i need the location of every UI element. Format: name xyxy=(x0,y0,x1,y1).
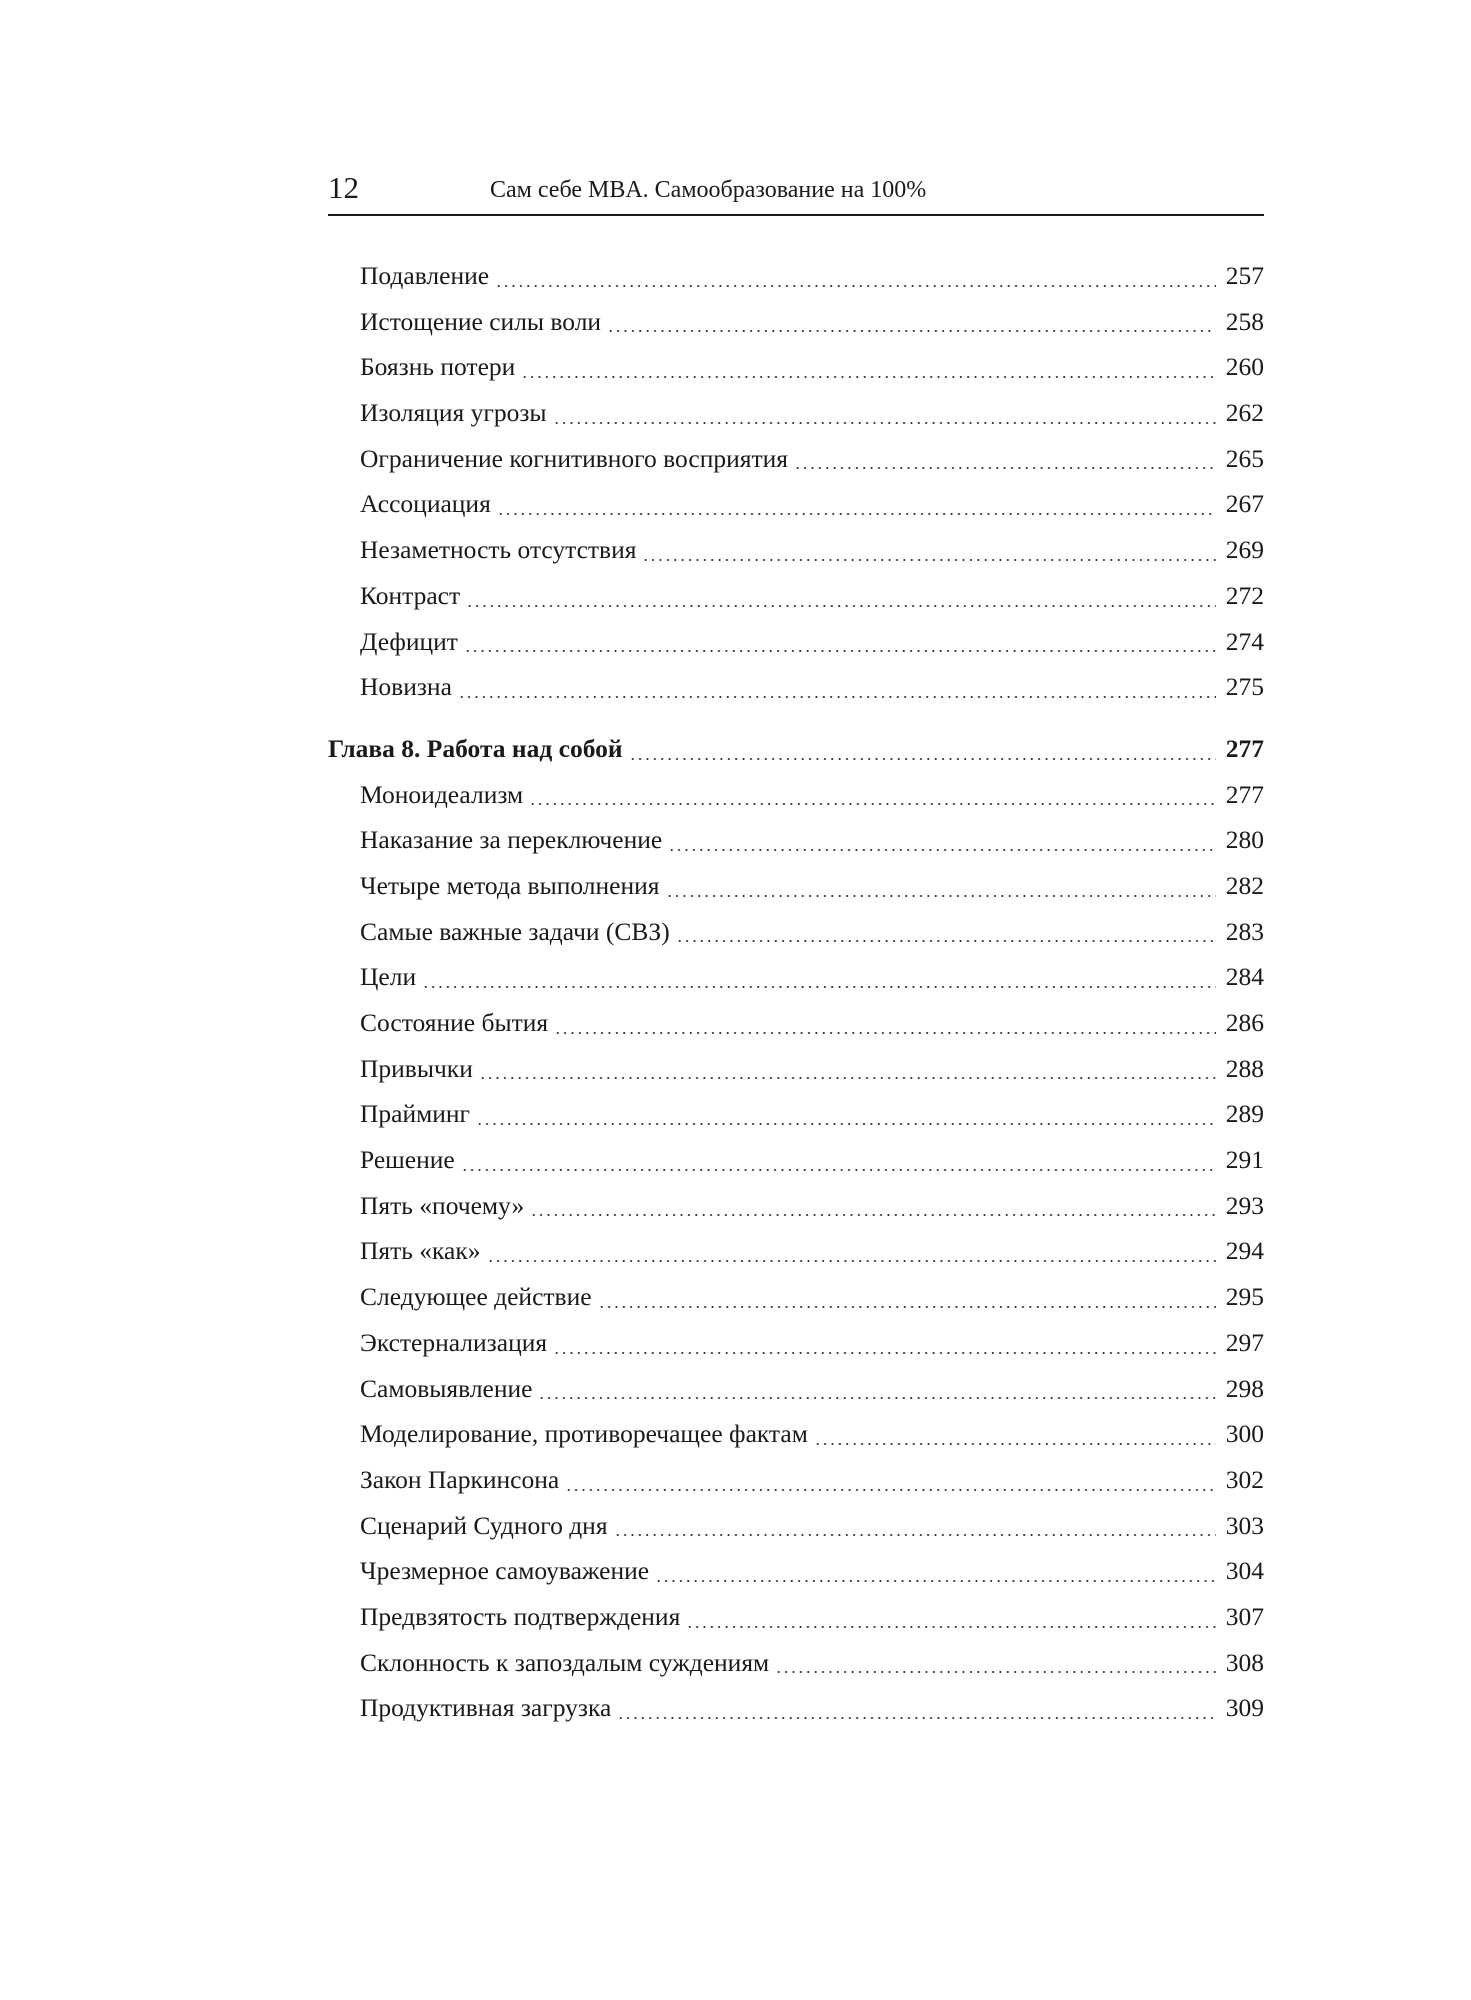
toc-entry-page: 277 xyxy=(1225,779,1264,809)
toc-entry xyxy=(328,1366,1264,1412)
dot-leader xyxy=(479,1046,1216,1092)
toc-entry-title: Моноидеализм xyxy=(360,779,524,809)
toc-entry xyxy=(328,1091,1264,1137)
toc-entry-title: Чрезмерное самоуважение xyxy=(360,1556,650,1586)
toc-entry-page: 309 xyxy=(1225,1693,1264,1723)
toc-entry-page: 282 xyxy=(1225,870,1264,900)
toc-entry xyxy=(328,344,1264,390)
toc-entry-title: Моделирование, противоречащее фактам xyxy=(360,1419,808,1449)
toc-entry-page: 298 xyxy=(1225,1373,1264,1403)
dot-leader xyxy=(464,619,1216,665)
toc-entry-title: Склонность к запоздалым суждениям xyxy=(360,1647,770,1677)
toc-entry-title: Пять «как» xyxy=(360,1236,481,1266)
toc-entry-page: 300 xyxy=(1225,1419,1264,1449)
toc-entry-title: Подавление xyxy=(360,261,490,290)
toc-entry xyxy=(328,1274,1264,1320)
toc-entry xyxy=(328,436,1264,482)
toc-entry-title: Предвзятость подтверждения xyxy=(360,1601,681,1631)
toc-entry xyxy=(328,1503,1264,1549)
dot-leader xyxy=(666,863,1216,909)
toc-entry-page: 262 xyxy=(1225,398,1264,428)
toc-entry-page: 272 xyxy=(1225,580,1264,610)
dot-leader xyxy=(553,390,1216,436)
toc-entry xyxy=(328,817,1264,863)
dot-leader xyxy=(497,481,1216,527)
toc-entry-title: Ассоциация xyxy=(360,489,491,519)
dot-leader xyxy=(686,1594,1216,1640)
dot-leader xyxy=(794,436,1216,482)
dot-leader xyxy=(530,1183,1216,1229)
toc-entry xyxy=(328,1046,1264,1092)
toc-entry-title: Дефицит xyxy=(360,626,458,656)
toc-entry xyxy=(328,664,1264,710)
toc-entry xyxy=(328,253,1264,299)
dot-leader xyxy=(495,253,1216,299)
toc-entry-page: 274 xyxy=(1225,626,1264,656)
toc-entry xyxy=(328,772,1264,818)
toc-entry-page: 265 xyxy=(1225,443,1264,473)
toc-entry-title: Экстернализация xyxy=(360,1327,548,1357)
dot-leader xyxy=(529,772,1216,818)
toc-entry-page: 293 xyxy=(1225,1190,1264,1220)
toc-entry-page: 275 xyxy=(1225,672,1264,702)
toc-entry-title: Привычки xyxy=(360,1053,473,1083)
dot-leader xyxy=(676,909,1216,955)
dot-leader xyxy=(487,1228,1216,1274)
toc-entry xyxy=(328,1000,1264,1046)
toc-entry-title: Глава 8. Работа над собой xyxy=(328,733,623,763)
toc-entry-page: 288 xyxy=(1225,1053,1264,1083)
toc-entry-title: Наказание за переключение xyxy=(360,825,663,855)
toc-entry-title: Продуктивная загрузка xyxy=(360,1693,612,1723)
toc-entry xyxy=(328,481,1264,527)
toc-entry-title: Четыре метода выполнения xyxy=(360,870,660,900)
toc-entry xyxy=(328,1594,1264,1640)
dot-leader xyxy=(476,1091,1216,1137)
toc-entry xyxy=(328,909,1264,955)
toc-entry xyxy=(328,1228,1264,1274)
dot-leader xyxy=(466,573,1216,619)
toc-entry-title: Новизна xyxy=(360,672,452,702)
toc-chapter-entry xyxy=(328,726,1264,772)
toc-entry-page: 295 xyxy=(1225,1282,1264,1312)
toc-entry-page: 280 xyxy=(1225,825,1264,855)
dot-leader xyxy=(422,954,1216,1000)
toc-entry-title: Цели xyxy=(360,962,417,992)
toc-entry-title: Решение xyxy=(360,1145,455,1175)
toc-entry xyxy=(328,1137,1264,1183)
toc-entry-title: Ограничение когнитивного восприятия xyxy=(360,443,788,473)
toc-entry-title: Истощение силы воли xyxy=(360,306,602,336)
toc-entry-title: Боязнь потери xyxy=(360,352,516,382)
toc-entry xyxy=(328,1457,1264,1503)
toc-entry-title: Контраст xyxy=(360,580,461,610)
dot-leader xyxy=(598,1274,1216,1320)
toc-entry-page: 294 xyxy=(1225,1236,1264,1266)
toc-entry-title: Пять «почему» xyxy=(360,1190,525,1220)
dot-leader xyxy=(629,726,1216,772)
toc-entry xyxy=(328,619,1264,665)
toc-entry-title: Изоляция угрозы xyxy=(360,398,547,428)
toc-entry-page: 303 xyxy=(1225,1510,1264,1540)
toc-entry-page: 257 xyxy=(1225,261,1264,290)
toc-entry xyxy=(328,1411,1264,1457)
dot-leader xyxy=(642,527,1216,573)
toc-entry-title: Прайминг xyxy=(360,1099,471,1129)
dot-leader xyxy=(521,344,1216,390)
toc-entry xyxy=(328,954,1264,1000)
running-title: Сам себе MBA. Самообразование на 100% xyxy=(490,177,927,203)
toc-entry-page: 258 xyxy=(1225,306,1264,336)
toc-entry-page: 283 xyxy=(1225,916,1264,946)
toc-entry xyxy=(328,299,1264,345)
toc-entry-page: 277 xyxy=(1225,733,1264,763)
toc-entry-page: 284 xyxy=(1225,962,1264,992)
dot-leader xyxy=(458,664,1216,710)
toc-entry xyxy=(328,863,1264,909)
toc-entry xyxy=(328,1548,1264,1594)
toc-entry-title: Состояние бытия xyxy=(360,1008,549,1037)
toc-entry-page: 308 xyxy=(1225,1647,1264,1677)
dot-leader xyxy=(461,1137,1216,1183)
dot-leader xyxy=(565,1457,1216,1503)
toc-entry-page: 307 xyxy=(1225,1601,1264,1631)
toc-entry-title: Самовыявление xyxy=(360,1373,533,1403)
dot-leader xyxy=(614,1503,1216,1549)
toc-entry-page: 304 xyxy=(1225,1556,1264,1586)
toc-entry xyxy=(328,1685,1264,1731)
toc-entry xyxy=(328,1640,1264,1686)
dot-leader xyxy=(607,299,1216,345)
dot-leader xyxy=(617,1685,1216,1731)
dot-leader xyxy=(655,1548,1216,1594)
page-header xyxy=(328,170,1264,216)
dot-leader xyxy=(814,1411,1216,1457)
dot-leader xyxy=(554,1000,1216,1046)
table-of-contents xyxy=(328,253,1264,1731)
toc-entry-title: Самые важные задачи (СВЗ) xyxy=(360,916,670,946)
dot-leader xyxy=(538,1366,1216,1412)
toc-entry xyxy=(328,527,1264,573)
toc-entry-title: Незаметность отсутствия xyxy=(360,535,637,565)
toc-entry xyxy=(328,1320,1264,1366)
toc-entry xyxy=(328,1183,1264,1229)
toc-entry-page: 289 xyxy=(1225,1099,1264,1129)
toc-entry-title: Следующее действие xyxy=(360,1282,592,1312)
toc-entry-page: 286 xyxy=(1225,1008,1264,1037)
toc-entry-page: 297 xyxy=(1225,1327,1264,1357)
toc-entry-page: 269 xyxy=(1225,535,1264,565)
dot-leader xyxy=(668,817,1216,863)
toc-entry xyxy=(328,390,1264,436)
toc-entry-title: Закон Паркинсона xyxy=(360,1464,560,1494)
dot-leader xyxy=(553,1320,1216,1366)
toc-entry-page: 260 xyxy=(1225,352,1264,382)
toc-entry-title: Сценарий Судного дня xyxy=(360,1510,608,1540)
toc-entry-page: 302 xyxy=(1225,1464,1264,1494)
toc-entry xyxy=(328,573,1264,619)
toc-entry-page: 291 xyxy=(1225,1145,1264,1175)
toc-entry-page: 267 xyxy=(1225,489,1264,519)
page-number: 12 xyxy=(328,170,359,205)
dot-leader xyxy=(775,1640,1216,1686)
